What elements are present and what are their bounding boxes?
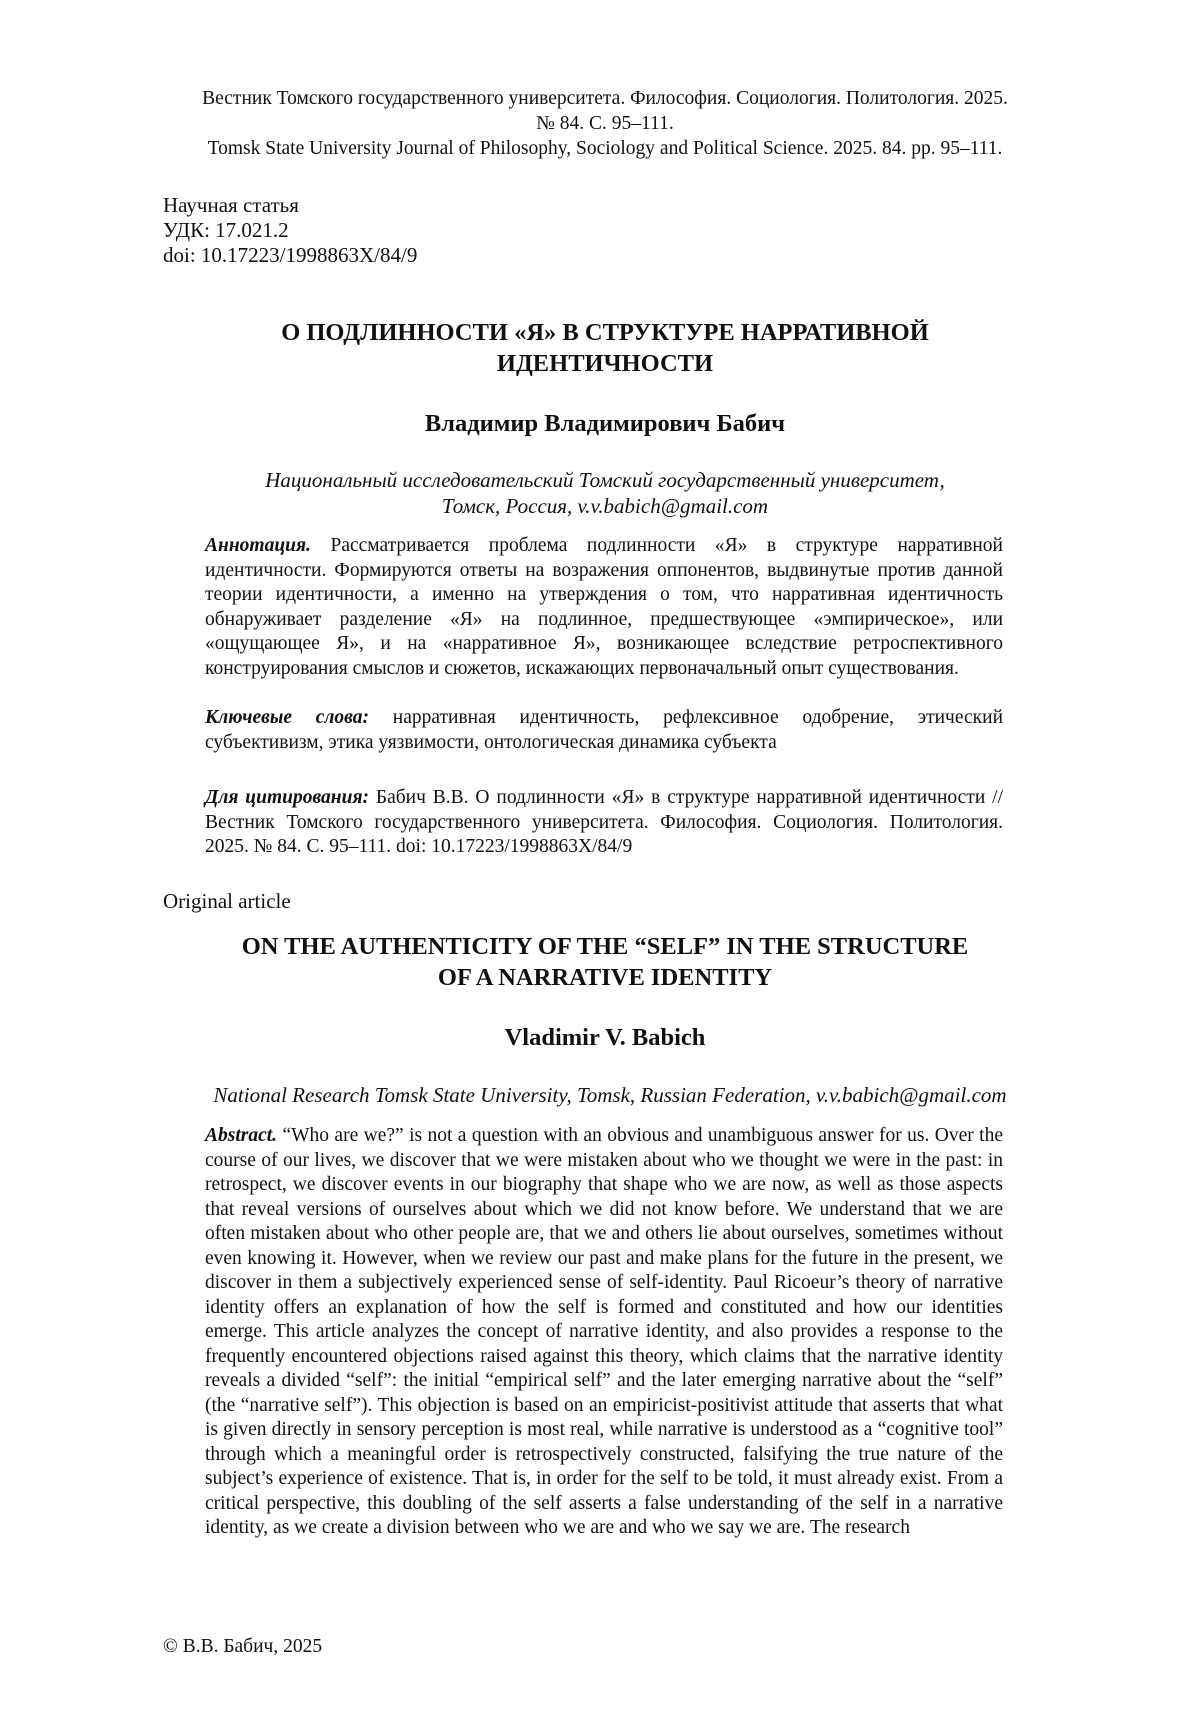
article-meta [163,193,417,268]
journal-header [150,86,1060,161]
doi: doi: 10.17223/1998863X/84/9 [163,243,418,267]
abstract-ru [205,534,1003,681]
article-type-en: Original article [163,889,291,913]
author-ru: Владимир Владимирович Бабич [424,410,786,437]
citation-ru-text: Бабич В.В. О подлинности «Я» в структуре нарративной идентичности // Вестник Томского государственного университета. Философия. Социология. Политология. 2025. № 84. С. 95–111. doi: 10.17223/1998863X/84/9 [205,787,1003,857]
keywords-ru [205,706,1003,755]
abstract-en-text: “Who are we?” is not a question with an obvious and unambiguous answer for us. Over the course of our lives, we discover that we were mistaken about who we thought we were in the past: in retrospect, we discover events in our biography that shape who we are now, as well as those aspects that reveal versions of ourselves about which we did not know before. We understand that we are often mistaken about who other people are, that we and others lie about ourselves, sometimes without even knowing it. However, when we review our past and make plans for the future in the present, we discover in them a subjectively experienced sense of self-identity. Paul Ricoeur’s theory of narrative identity offers an explanation of how the self is formed and constituted and how our identities emerge. This article analyzes the concept of narrative identity, and also provides a response to the frequently encountered objections raised against this theory, which claims that the narrative identity reveals a divided “self”: the initial “empirical self” and the later emerging narrative about the “self” (the “narrative self”). This objection is based on an empiricist-positivist attitude that asserts that what is given directly in sensory perception is most real, while narrative is understood as a “cognitive tool” through which a meaningful order is retrospectively constructed, falsifying the true nature of the subject’s experience of existence. That is, in order for the self to be told, it must already exist. From a critical perspective, this doubling of the self asserts a false understanding of the self in a narrative identity, as we create a division between who we are and who we say we are. The research [205,1125,1003,1538]
keywords-ru-text: нарративная идентичность, рефлексивное одобрение, этический субъективизм, этика уязвимости, онтологическая динамика субъекта [205,707,1004,753]
abstract-ru-text: Рассматривается проблема подлинности «Я» в структуре нарративной идентичности. Формируются ответы на возражения оппонентов, выдвинутые против данной теории идентичности, а именно на утверждения о том, что нарративная идентичность обнаруживает разделение «Я» на подлинное, предшествующее «эмпирическое», или «ощущающее Я», и на «нарративное Я», возникающее вследствие ретроспективного конструирования смыслов и сюжетов, искажающих первоначальный опыт существования. [205,535,1003,679]
title-ru-line2: ИДЕНТИЧНОСТИ [496,350,714,377]
abstract-en-label: Abstract. [205,1125,278,1146]
title-en-line2: OF A NARRATIVE IDENTITY [437,964,773,991]
title-en-line1: ON THE AUTHENTICITY OF THE “SELF” IN THE STRUCTURE [241,933,969,960]
affiliation-ru [150,467,1060,519]
abstract-en [205,1124,1003,1541]
affiliation-ru-line2: Томск, Россия, v.v.babich@gmail.com [441,494,769,518]
author-en: Vladimir V. Babich [504,1024,706,1051]
abstract-ru-label: Аннотация. [205,535,311,556]
copyright: © В.В. Бабич, 2025 [163,1636,323,1657]
keywords-ru-label: Ключевые слова: [205,707,369,728]
title-ru-line1: О ПОДЛИННОСТИ «Я» В СТРУКТУРЕ НАРРАТИВНОЙ [281,319,929,346]
affiliation-ru-line1: Национальный исследовательский Томский государственный университет, [265,468,945,492]
journal-header-en-line: Tomsk State University Journal of Philosophy, Sociology and Political Science. 2025. 84. pp. 95–111. [207,138,1003,159]
citation-ru [205,786,1003,860]
udc-code: УДК: 17.021.2 [163,218,289,242]
journal-header-ru-line2: № 84. С. 95–111. [536,113,674,134]
title-ru [150,317,1060,379]
article-type-ru: Научная статья [163,193,299,217]
title-en [150,931,1060,993]
journal-header-ru-line1: Вестник Томского государственного университета. Философия. Социология. Политология. 2025. [202,88,1008,109]
affiliation-en: National Research Tomsk State University, Tomsk, Russian Federation, v.v.babich@gmail.com [213,1083,1007,1107]
citation-ru-label: Для цитирования: [205,787,369,808]
